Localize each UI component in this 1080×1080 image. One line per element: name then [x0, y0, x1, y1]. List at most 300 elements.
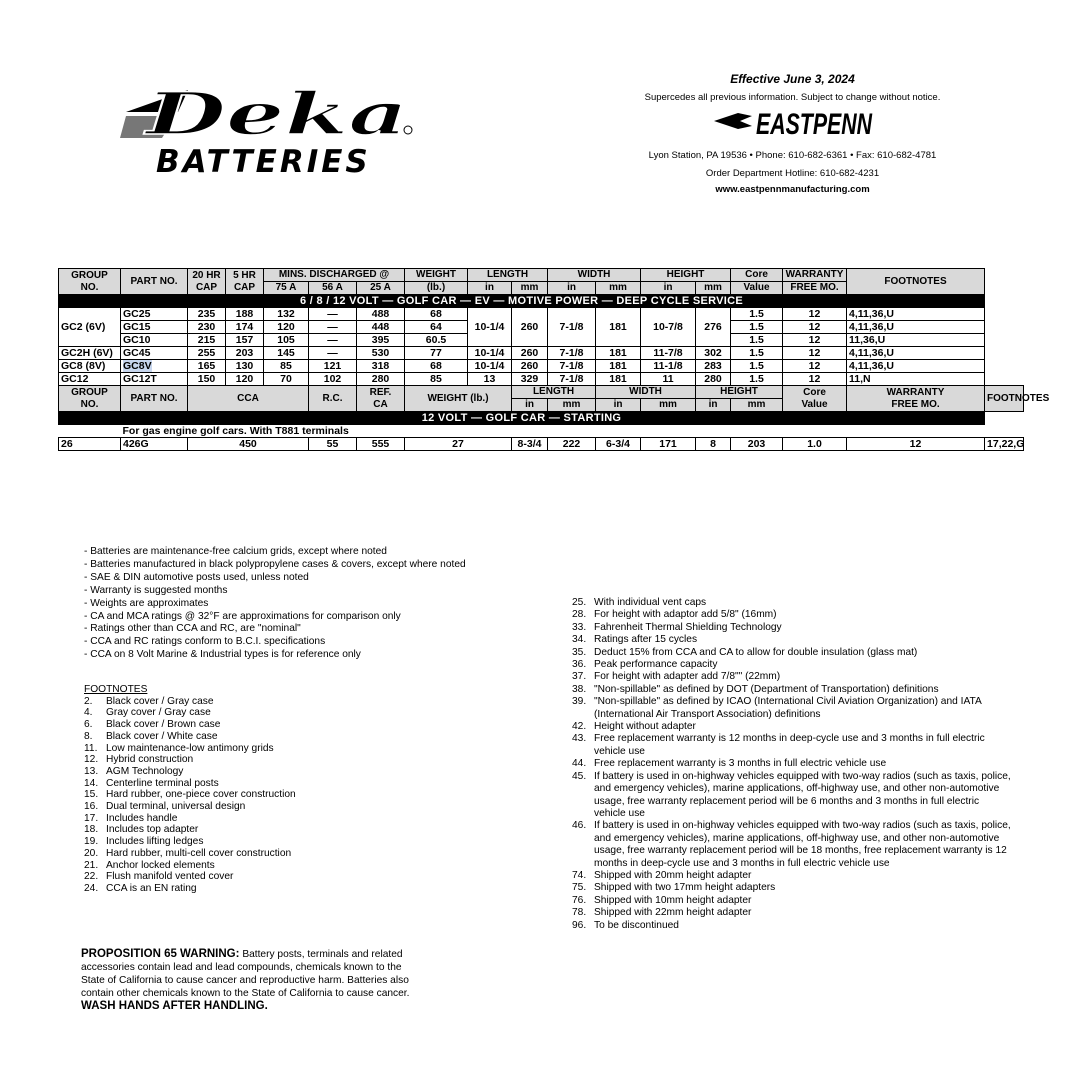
table-cell: 165: [188, 360, 226, 373]
table-cell: 12: [783, 334, 847, 347]
table-cell: 12: [783, 321, 847, 334]
table-cell: GC2 (6V): [59, 308, 121, 347]
text-value: 24.: [84, 882, 99, 894]
table-cell: 150: [188, 373, 226, 386]
list-item: [84, 707, 296, 719]
list-item: [84, 801, 296, 813]
table-cell: 68: [405, 360, 468, 373]
table-cell: 1.5: [731, 308, 783, 321]
table-cell: [783, 386, 847, 412]
table-cell: GC2H (6V): [59, 347, 121, 360]
list-item: - Batteries are maintenance-free calcium grids, except where noted: [84, 546, 387, 557]
table-cell: 181: [596, 373, 641, 386]
table-cell: GC12: [59, 373, 121, 386]
table-cell: 4,11,36,U: [847, 360, 985, 373]
table-cell: 12: [847, 438, 985, 451]
text-value: "Non-spillable" as defined by DOT (Department of Transportation) definitions: [594, 683, 939, 695]
table2-note-row: [59, 425, 1024, 438]
table-cell: GC12T: [121, 373, 188, 386]
col-cca-header: CCA: [188, 386, 309, 412]
table-cell: 7-1/8: [548, 308, 596, 347]
text-value: Black cover / Gray case: [106, 695, 214, 707]
text-value: 11.: [84, 742, 98, 754]
text-value: 4.: [84, 707, 93, 719]
list-item: [572, 659, 1012, 671]
text-value: 14.: [84, 777, 99, 789]
text-value: Deduct 15% from CCA and CA to allow for double insulation (glass mat): [594, 646, 918, 658]
table-cell: 1.0: [783, 438, 847, 451]
col-height-header: HEIGHT: [641, 269, 731, 282]
list-item: [84, 766, 296, 778]
table-cell: 395: [357, 334, 405, 347]
table-cell: 329: [512, 373, 548, 386]
col-weight-header: WEIGHT: [405, 269, 468, 282]
list-item: [84, 743, 296, 755]
table-cell: 25 A: [357, 282, 405, 295]
table-cell: 121: [309, 360, 357, 373]
text-value: 19.: [84, 836, 99, 848]
table-cell: FREE MO.: [783, 282, 847, 295]
text-value: 45.: [572, 770, 587, 782]
text-value: Anchor locked elements: [106, 859, 215, 871]
table-cell: mm: [731, 399, 783, 412]
table-cell: FOOTNOTES: [985, 386, 1024, 412]
text-value: Hard rubber, one-piece cover construction: [106, 789, 296, 801]
table-cell: 7-1/8: [548, 347, 596, 360]
table-cell: mm: [641, 399, 696, 412]
list-item: - Warranty is suggested months: [84, 584, 228, 596]
text-value: Shipped with 10mm height adapter: [594, 894, 752, 906]
list-item: [84, 778, 296, 790]
text-value: GC8V: [123, 360, 152, 372]
text-value: "Non-spillable" as defined by ICAO (International Civil Aviation Organization) and IATA (International Air Transport Association) definitions: [594, 696, 982, 720]
list-item: [572, 870, 1012, 882]
table-cell: 260: [512, 347, 548, 360]
table-cell: in: [468, 282, 512, 295]
table-cell: —: [309, 308, 357, 321]
table-cell: 215: [188, 334, 226, 347]
list-item: [84, 731, 296, 743]
list-item: [84, 813, 296, 825]
deka-logo: [118, 80, 418, 148]
list-item: [572, 634, 1012, 646]
text-value: 36.: [572, 659, 587, 671]
table-cell: 157: [226, 334, 264, 347]
table-row: [59, 308, 1024, 321]
table-cell: 56 A: [309, 282, 357, 295]
text-value: Low maintenance-low antimony grids: [106, 742, 274, 754]
text-value: 35.: [572, 646, 587, 658]
table-cell: —: [309, 321, 357, 334]
table1-section-band: [59, 295, 1024, 308]
text-value: 21.: [84, 859, 99, 871]
table-cell: 530: [357, 347, 405, 360]
col-warranty-header: WARRANTY: [783, 269, 847, 282]
table-cell: 1.5: [731, 321, 783, 334]
text-value: For height with adapter add 7/8"" (22mm): [594, 671, 781, 683]
table-cell: —: [309, 347, 357, 360]
table-cell: [59, 425, 121, 438]
table-cell: 488: [357, 308, 405, 321]
col-part-header: PART NO.: [121, 386, 188, 412]
table-cell: 230: [188, 321, 226, 334]
table-cell: 12 VOLT — GOLF CAR — STARTING: [59, 412, 985, 425]
table-cell: 11: [641, 373, 696, 386]
text-value: 22.: [84, 871, 99, 883]
text-value: CA: [373, 398, 388, 410]
table-cell: in: [696, 399, 731, 412]
list-item: [84, 836, 296, 848]
table-cell: 188: [226, 308, 264, 321]
list-item: [572, 758, 1012, 770]
table-cell: 60.5: [405, 334, 468, 347]
text-value: GROUP: [71, 386, 108, 398]
text-value: CAP: [233, 281, 256, 293]
text-value: Fahrenheit Thermal Shielding Technology: [594, 621, 782, 633]
col-group-header: [59, 269, 121, 295]
table-cell: 11,N: [847, 373, 985, 386]
order-hotline: Order Department Hotline: 610-682-4231: [705, 168, 880, 179]
battery-spec-table: [58, 268, 1050, 451]
footnotes-right: [572, 597, 1012, 932]
table-cell: 12: [783, 373, 847, 386]
table1-header-row: [59, 269, 1024, 282]
table-cell: 130: [226, 360, 264, 373]
text-value: Core: [803, 386, 826, 398]
list-item: [572, 907, 1012, 919]
text-value: Black cover / Brown case: [106, 719, 221, 731]
text-value: 39.: [572, 696, 587, 708]
text-value: Shipped with 22mm height adapter: [594, 907, 752, 919]
text-value: 78.: [572, 907, 587, 919]
text-value: If battery is used in on-highway vehicles equipped with two-way radios (such as taxis, police, and emergency vehicles), marine applications, off-highway use, and other non-automotive usage, free warranty replacement period will be 18 months, free replacement warranty is 12 months in deep-cycle use and 3 months in full electric vehicle use: [594, 820, 1011, 869]
text-value: 15.: [84, 789, 99, 801]
prop65-text: Battery posts, terminals and related accessories contain lead and lead compounds, chemicals known to the State of California to cause cancer and reproductive harm. Batteries also contain other chemicals known to the State of California to cause cancer.: [81, 949, 410, 999]
list-item: - Weights are approximates: [84, 597, 209, 609]
table-cell: 11,36,U: [847, 334, 985, 347]
col-rc-header: R.C.: [309, 386, 357, 412]
table-cell: 132: [264, 308, 309, 321]
table-cell: 450: [188, 438, 309, 451]
table-cell: 448: [357, 321, 405, 334]
eastpenn-logo-text: EASTPENN: [756, 108, 873, 141]
table-cell: 276: [696, 308, 731, 347]
list-item: [84, 696, 296, 708]
table-cell: 1.5: [731, 360, 783, 373]
list-item: - CA and MCA ratings @ 32°F are approximations for comparison only: [84, 610, 401, 622]
list-item: - Batteries manufactured in black polypropylene cases & covers, except where noted: [84, 558, 466, 570]
list-item: [572, 597, 1012, 609]
list-item: [84, 848, 296, 860]
eastpenn-logo: [712, 104, 874, 141]
table-cell: 120: [226, 373, 264, 386]
list-item: [84, 789, 296, 801]
table-cell: For gas engine golf cars. With T881 terminals: [121, 425, 985, 438]
list-item: [84, 824, 296, 836]
text-value: Dual terminal, universal design: [106, 801, 246, 813]
table-cell: 6 / 8 / 12 VOLT — GOLF CAR — EV — MOTIVE POWER — DEEP CYCLE SERVICE: [59, 295, 985, 308]
text-value: 6.: [84, 719, 93, 731]
table-row: [59, 438, 1024, 451]
list-item: [572, 733, 1012, 758]
table-cell: 171: [641, 438, 696, 451]
table-cell: 120: [264, 321, 309, 334]
text-value: 96.: [572, 919, 587, 931]
text-value: Black cover / White case: [106, 730, 218, 742]
list-item: [572, 882, 1012, 894]
text-value: 2.: [84, 695, 93, 707]
text-value: NO.: [80, 398, 99, 410]
col-length-header: LENGTH: [468, 269, 548, 282]
table-cell: [847, 386, 985, 412]
text-value: To be discontinued: [594, 919, 679, 931]
table-cell: 13: [468, 373, 512, 386]
table-cell: 1.5: [731, 347, 783, 360]
text-value: Includes handle: [106, 812, 178, 824]
list-item: [572, 696, 1012, 721]
text-value: Hybrid construction: [106, 754, 194, 766]
text-value: 5 HR: [233, 269, 256, 281]
brand-subtitle: BATTERIES: [156, 144, 371, 180]
table-cell: mm: [596, 282, 641, 295]
text-value: 28.: [572, 609, 587, 621]
text-value: 16.: [84, 801, 99, 813]
table-cell: 260: [512, 360, 548, 373]
general-notes: [84, 546, 466, 662]
table-cell: 105: [264, 334, 309, 347]
table-cell: 280: [357, 373, 405, 386]
list-item: [572, 771, 1012, 821]
text-value: 33.: [572, 621, 587, 633]
table-cell: in: [512, 399, 548, 412]
table-cell: 12: [783, 360, 847, 373]
supersedes-note: Supercedes all previous information. Subject to change without notice.: [644, 92, 941, 103]
table-cell: 8: [696, 438, 731, 451]
text-value: Peak performance capacity: [594, 659, 718, 671]
table-cell: 7-1/8: [548, 360, 596, 373]
text-value: 76.: [572, 894, 587, 906]
table-cell: mm: [512, 282, 548, 295]
table-cell: 27: [405, 438, 512, 451]
table-cell: 77: [405, 347, 468, 360]
text-value: 12.: [84, 754, 99, 766]
table-cell: 64: [405, 321, 468, 334]
list-item: [572, 820, 1012, 870]
table-cell: 6-3/4: [596, 438, 641, 451]
text-value: Gray cover / Gray case: [106, 707, 211, 719]
table-cell: LENGTH: [512, 386, 596, 399]
table-cell: 10-1/4: [468, 308, 512, 347]
list-item: [572, 920, 1012, 932]
table2-section-band: [59, 412, 1024, 425]
text-value: 17.: [84, 812, 99, 824]
text-value: 44.: [572, 758, 587, 770]
text-value: Hard rubber, multi-cell cover construction: [106, 847, 292, 859]
text-value: Value: [801, 398, 828, 410]
table-cell: Value: [731, 282, 783, 295]
table-cell: 10-1/4: [468, 360, 512, 373]
list-item: [84, 860, 296, 872]
table-cell: —: [309, 334, 357, 347]
company-address: Lyon Station, PA 19536 • Phone: 610-682-6361 • Fax: 610-682-4781: [648, 150, 937, 161]
list-item: - Ratings other than CCA and RC, are "nominal": [84, 623, 301, 635]
table-cell: 181: [596, 360, 641, 373]
list-item: - CCA on 8 Volt Marine & Industrial types is for reference only: [84, 649, 361, 661]
table-cell: 1.5: [731, 334, 783, 347]
list-item: - CCA and RC ratings conform to B.C.I. specifications: [84, 636, 326, 648]
table-cell: 17,22,G: [985, 438, 1024, 451]
table-cell: 10-1/4: [468, 347, 512, 360]
table-cell: 4,11,36,U: [847, 347, 985, 360]
table-cell: 302: [696, 347, 731, 360]
table-cell: 222: [548, 438, 596, 451]
table-cell: 55: [309, 438, 357, 451]
text-value: 18.: [84, 824, 99, 836]
table-cell: 555: [357, 438, 405, 451]
text-value: NO.: [80, 281, 99, 293]
list-item: [572, 671, 1012, 683]
table-cell: 318: [357, 360, 405, 373]
table-cell: 203: [731, 438, 783, 451]
text-value: Centerline terminal posts: [106, 777, 219, 789]
text-value: 74.: [572, 869, 587, 881]
table-cell: 4,11,36,U: [847, 321, 985, 334]
text-value: 20.: [84, 847, 99, 859]
text-value: Includes lifting ledges: [106, 836, 204, 848]
col-ref-header: [357, 386, 405, 412]
text-value: CAP: [195, 281, 218, 293]
text-value: FREE MO.: [891, 398, 940, 410]
text-value: CCA is an EN rating: [106, 882, 197, 894]
text-value: Flush manifold vented cover: [106, 871, 234, 883]
text-value: 20 HR: [192, 269, 221, 281]
table-cell: in: [548, 282, 596, 295]
list-item: [84, 754, 296, 766]
text-value: 34.: [572, 634, 587, 646]
table-cell: 255: [188, 347, 226, 360]
text-value: WARRANTY: [886, 386, 945, 398]
text-value: For height with adaptor add 5/8" (16mm): [594, 609, 777, 621]
table2-header-row: [59, 386, 1024, 399]
text-value: Height without adapter: [594, 721, 696, 733]
text-value: 25.: [572, 597, 587, 608]
table-cell: 68: [405, 308, 468, 321]
table-cell: GC45: [121, 347, 188, 360]
col-20hr-header: [188, 269, 226, 295]
table-cell: GC8 (8V): [59, 360, 121, 373]
text-value: 42.: [572, 721, 587, 733]
table-cell: 10-7/8: [641, 308, 696, 347]
prop65-warning: [81, 948, 411, 1013]
text-value: 46.: [572, 820, 587, 832]
table-cell: mm: [548, 399, 596, 412]
table-cell: 145: [264, 347, 309, 360]
list-item: [572, 895, 1012, 907]
table-cell: 85: [264, 360, 309, 373]
table-cell: 85: [405, 373, 468, 386]
prop65-title: PROPOSITION 65 WARNING:: [81, 948, 240, 960]
text-value: REF.: [369, 386, 392, 398]
table-cell: in: [641, 282, 696, 295]
list-item: [84, 871, 296, 883]
list-item: [572, 721, 1012, 733]
text-value: 38.: [572, 683, 587, 695]
table-cell: 11-1/8: [641, 360, 696, 373]
list-item: [84, 883, 296, 895]
table-cell: 181: [596, 308, 641, 347]
col-part-header: PART NO.: [121, 269, 188, 295]
list-item: [572, 647, 1012, 659]
deka-logo-text: Deka: [142, 80, 408, 148]
table-row: [59, 360, 1024, 373]
table-cell: 280: [696, 373, 731, 386]
text-value: Includes top adapter: [106, 824, 199, 836]
table-cell: 426G: [121, 438, 188, 451]
table-cell: 7-1/8: [548, 373, 596, 386]
footnotes-left: [84, 684, 296, 895]
text-value: 75.: [572, 882, 587, 894]
table-cell: (lb.): [405, 282, 468, 295]
table-cell: 4,11,36,U: [847, 308, 985, 321]
text-value: 13.: [84, 765, 99, 777]
text-value: 37.: [572, 671, 587, 683]
table-cell: 283: [696, 360, 731, 373]
table-cell: GC15: [121, 321, 188, 334]
text-value: With individual vent caps: [594, 597, 707, 608]
table-cell: 102: [309, 373, 357, 386]
table-cell: HEIGHT: [696, 386, 783, 399]
list-item: [572, 684, 1012, 696]
list-item: [84, 719, 296, 731]
company-website[interactable]: www.eastpennmanufacturing.com: [715, 184, 870, 195]
table-cell: GC10: [121, 334, 188, 347]
table-cell: 235: [188, 308, 226, 321]
text-value: Ratings after 15 cycles: [594, 634, 698, 646]
table-cell: mm: [696, 282, 731, 295]
col-5hr-header: [226, 269, 264, 295]
footnotes-title: FOOTNOTES: [84, 684, 148, 695]
effective-date: Effective June 3, 2024: [730, 72, 855, 86]
list-item: [572, 609, 1012, 621]
list-item: [572, 622, 1012, 634]
table-cell: WIDTH: [596, 386, 696, 399]
text-value: 8.: [84, 730, 93, 742]
table-cell: 11-7/8: [641, 347, 696, 360]
table-cell: GC25: [121, 308, 188, 321]
table-cell: 260: [512, 308, 548, 347]
text-value: GROUP: [71, 269, 108, 281]
table-cell: 12: [783, 347, 847, 360]
col-core-header: Core: [731, 269, 783, 282]
col-mins-header: MINS. DISCHARGED @: [264, 269, 405, 282]
table-cell: 8-3/4: [512, 438, 548, 451]
text-value: Free replacement warranty is 12 months in deep-cycle use and 3 months in full electric vehicle use: [594, 733, 985, 757]
table-row: [59, 373, 1024, 386]
text-value: 43.: [572, 733, 587, 745]
table-cell: 203: [226, 347, 264, 360]
selected-part-cell[interactable]: [121, 360, 188, 373]
text-value: Shipped with 20mm height adapter: [594, 869, 752, 881]
table-cell: 174: [226, 321, 264, 334]
text-value: Shipped with two 17mm height adapters: [594, 882, 776, 894]
table-cell: 181: [596, 347, 641, 360]
table-row: [59, 347, 1024, 360]
table-cell: 75 A: [264, 282, 309, 295]
text-value: Free replacement warranty is 3 months in full electric vehicle use: [594, 758, 887, 770]
col-weight-header: WEIGHT (lb.): [405, 386, 512, 412]
col-footnotes-header: FOOTNOTES: [847, 269, 985, 295]
table-cell: in: [596, 399, 641, 412]
